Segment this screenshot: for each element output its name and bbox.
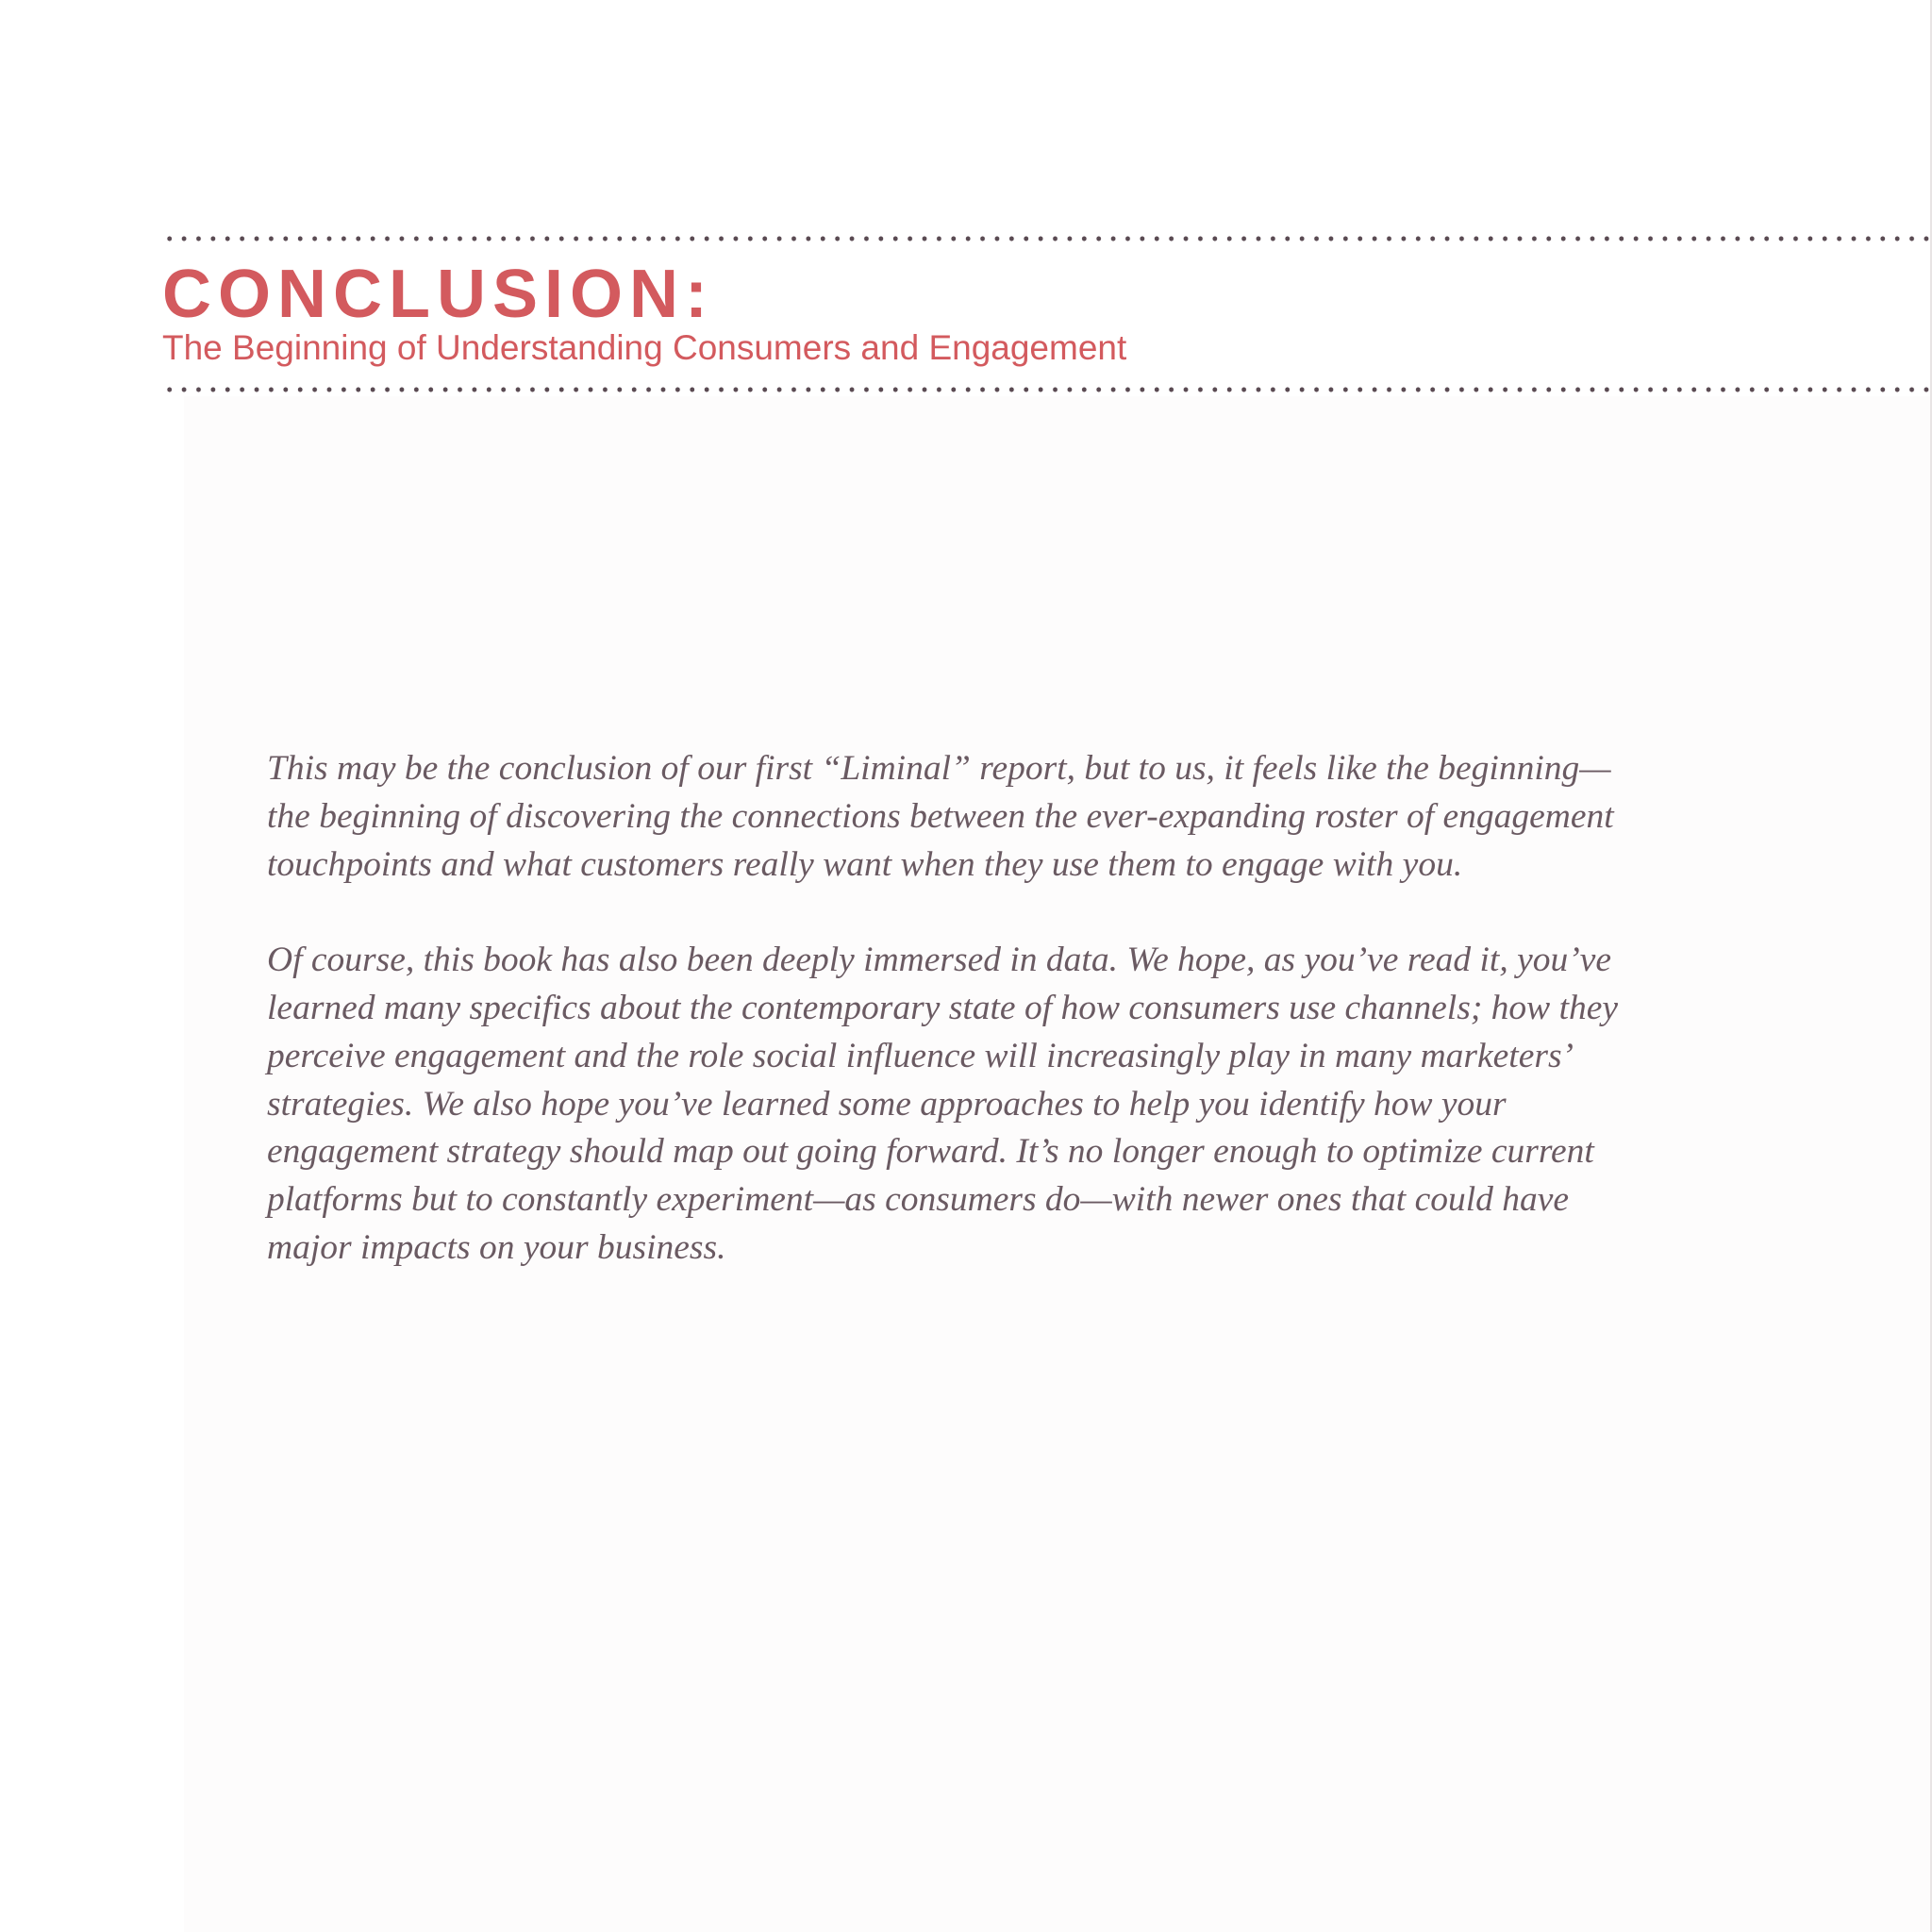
paragraph-line: perceive engagement and the role social influence will increasingly play in many marketers’: [267, 1036, 1574, 1075]
dotted-divider-top: [162, 236, 1932, 242]
dotted-divider-bottom: [162, 387, 1932, 392]
paragraph-line: strategies. We also hope you’ve learned some approaches to help you identify how your: [267, 1084, 1507, 1124]
paragraph-line: touchpoints and what customers really want when they use them to engage with you.: [267, 844, 1463, 884]
paragraph-line: the beginning of discovering the connections between the ever-expanding roster of engagement: [267, 796, 1614, 836]
paragraph-line: learned many specifics about the contemporary state of how consumers use channels; how they: [267, 988, 1619, 1027]
page-title: CONCLUSION:: [162, 257, 714, 332]
page-subtitle: The Beginning of Understanding Consumers and Engagement: [162, 328, 1127, 367]
paragraph-2: [267, 937, 1682, 1273]
paragraph-spacer: [267, 889, 1682, 937]
paragraph-line: major impacts on your business.: [267, 1227, 726, 1267]
paragraph-line: platforms but to constantly experiment—as consumers do—with newer ones that could have: [267, 1180, 1570, 1220]
paragraph-line: This may be the conclusion of our first “Liminal” report, but to us, it feels like the beginning—: [267, 749, 1611, 788]
paragraph-line: Of course, this book has also been deeply immersed in data. We hope, as you’ve read it, you’ve: [267, 941, 1612, 980]
paragraph-1: [267, 745, 1682, 889]
paragraph-line: engagement strategy should map out going forward. It’s no longer enough to optimize current: [267, 1132, 1594, 1172]
body-text: [267, 745, 1682, 1273]
